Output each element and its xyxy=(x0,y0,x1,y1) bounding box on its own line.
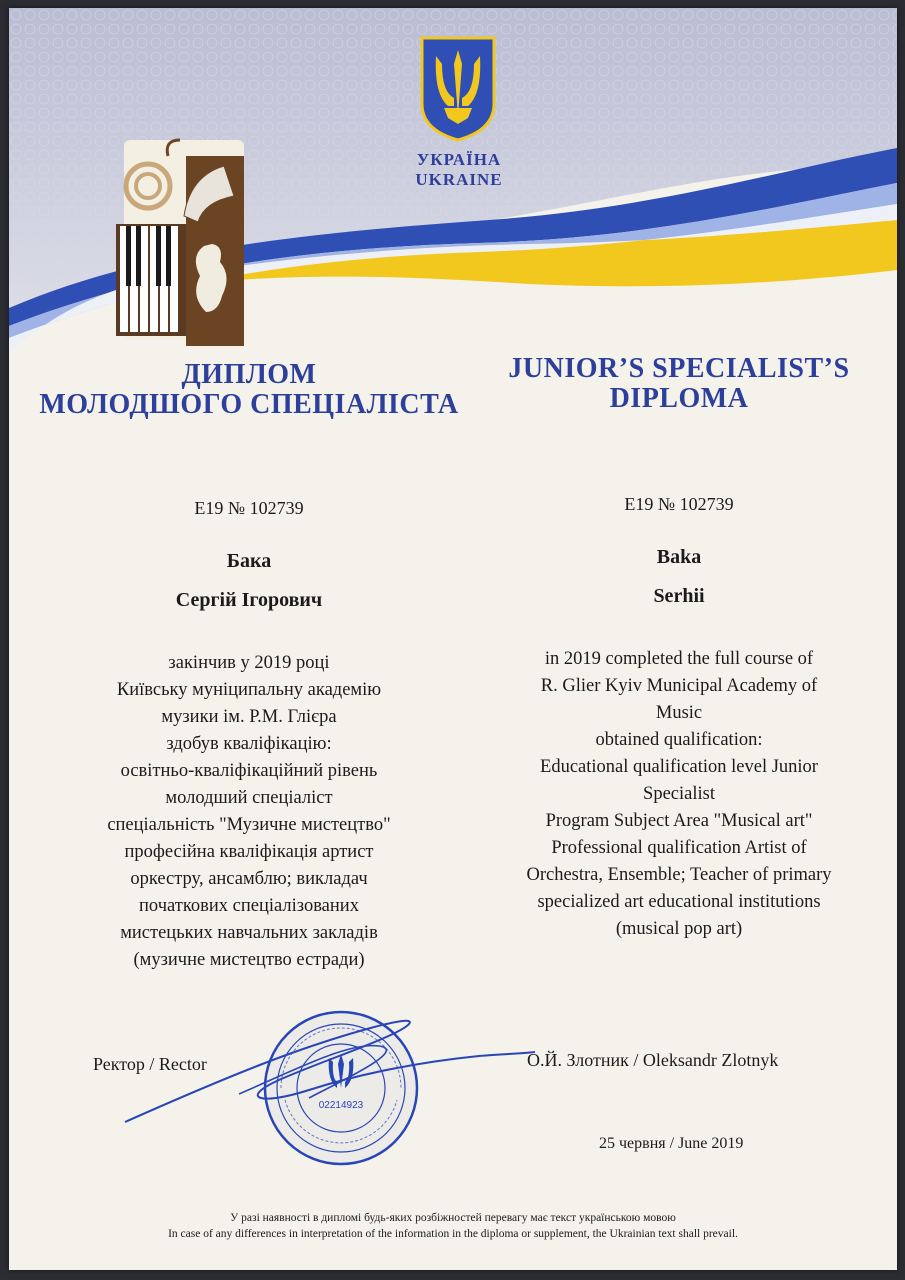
body-en-line: Orchestra, Ensemble; Teacher of primary xyxy=(526,865,832,885)
title-en-line2: DIPLOMA xyxy=(609,383,749,414)
body-ua-line: музики ім. Р.М. Глієра xyxy=(161,707,337,727)
body-ua-line: мистецьких навчальних закладів xyxy=(120,923,378,943)
body-ua-line: спеціальність "Музичне мистецтво" xyxy=(107,815,391,835)
body-en-line: (musical pop art) xyxy=(615,919,743,939)
rector-name: О.Й. Злотник / Oleksandr Zlotnyk xyxy=(527,1050,779,1070)
body-ua-line: молодший спеціаліст xyxy=(165,788,333,808)
title-ua-line1: ДИПЛОМ xyxy=(181,359,317,390)
body-ua-line: (музичне мистецтво естради) xyxy=(133,950,365,970)
footer-note-ua: У разі наявності в дипломі будь-яких розбіжностей перевагу має текст українською мовою xyxy=(230,1212,676,1224)
surname-en: Baka xyxy=(656,546,702,568)
diploma-sheet xyxy=(9,8,897,1270)
given-names-en: Serhii xyxy=(653,585,705,607)
body-en-line: Program Subject Area "Musical art" xyxy=(545,811,813,831)
surname-ua: Бака xyxy=(226,550,272,572)
footer-note-en: In case of any differences in interpretation of the information in the diploma or supplement, the Ukrainian text shall prevail. xyxy=(168,1228,738,1240)
body-en-line: R. Glier Kyiv Municipal Academy of xyxy=(540,676,818,696)
body-ua xyxy=(49,650,449,974)
body-ua-line: освітньо-кваліфікаційний рівень xyxy=(120,761,378,781)
diploma-number-en: E19 № 102739 xyxy=(624,494,734,514)
body-en-line: specialized art educational institutions xyxy=(537,892,821,912)
body-en-line: Specialist xyxy=(643,784,715,804)
diploma-number-ua: E19 № 102739 xyxy=(194,498,304,518)
body-ua-line: Київську муніципальну академію xyxy=(116,680,382,700)
title-ua-line2: МОЛОДШОГО СПЕЦІАЛІСТА xyxy=(39,389,459,420)
body-en-line: Educational qualification level Junior xyxy=(540,757,818,777)
body-ua-line: закінчив у 2019 році xyxy=(168,653,330,673)
body-en-line: Music xyxy=(655,703,703,723)
coat-of-arms xyxy=(418,34,498,142)
academy-logo xyxy=(94,126,254,354)
body-en-line: obtained qualification: xyxy=(595,730,763,750)
body-ua-line: здобув кваліфікацію: xyxy=(166,734,332,754)
body-ua-line: початкових спеціалізованих xyxy=(139,896,359,916)
given-names-ua: Сергій Ігорович xyxy=(175,589,323,611)
body-en xyxy=(479,646,879,943)
body-ua-line: професійна кваліфікація артист xyxy=(124,842,374,862)
body-ua-line: оркестру, ансамблю; викладач xyxy=(130,869,368,889)
country-en: UKRAINE xyxy=(415,170,503,189)
stamp-code: 02214923 xyxy=(318,1100,364,1111)
rector-label: Ректор / Rector xyxy=(93,1054,207,1074)
title-en-line1: JUNIOR’S SPECIALIST’S xyxy=(508,353,850,384)
body-en-line: Professional qualification Artist of xyxy=(551,838,807,858)
body-en-line: in 2019 completed the full course of xyxy=(544,649,814,669)
country-ua: УКРАЇНА xyxy=(416,150,502,169)
issue-date: 25 червня / June 2019 xyxy=(599,1135,744,1152)
